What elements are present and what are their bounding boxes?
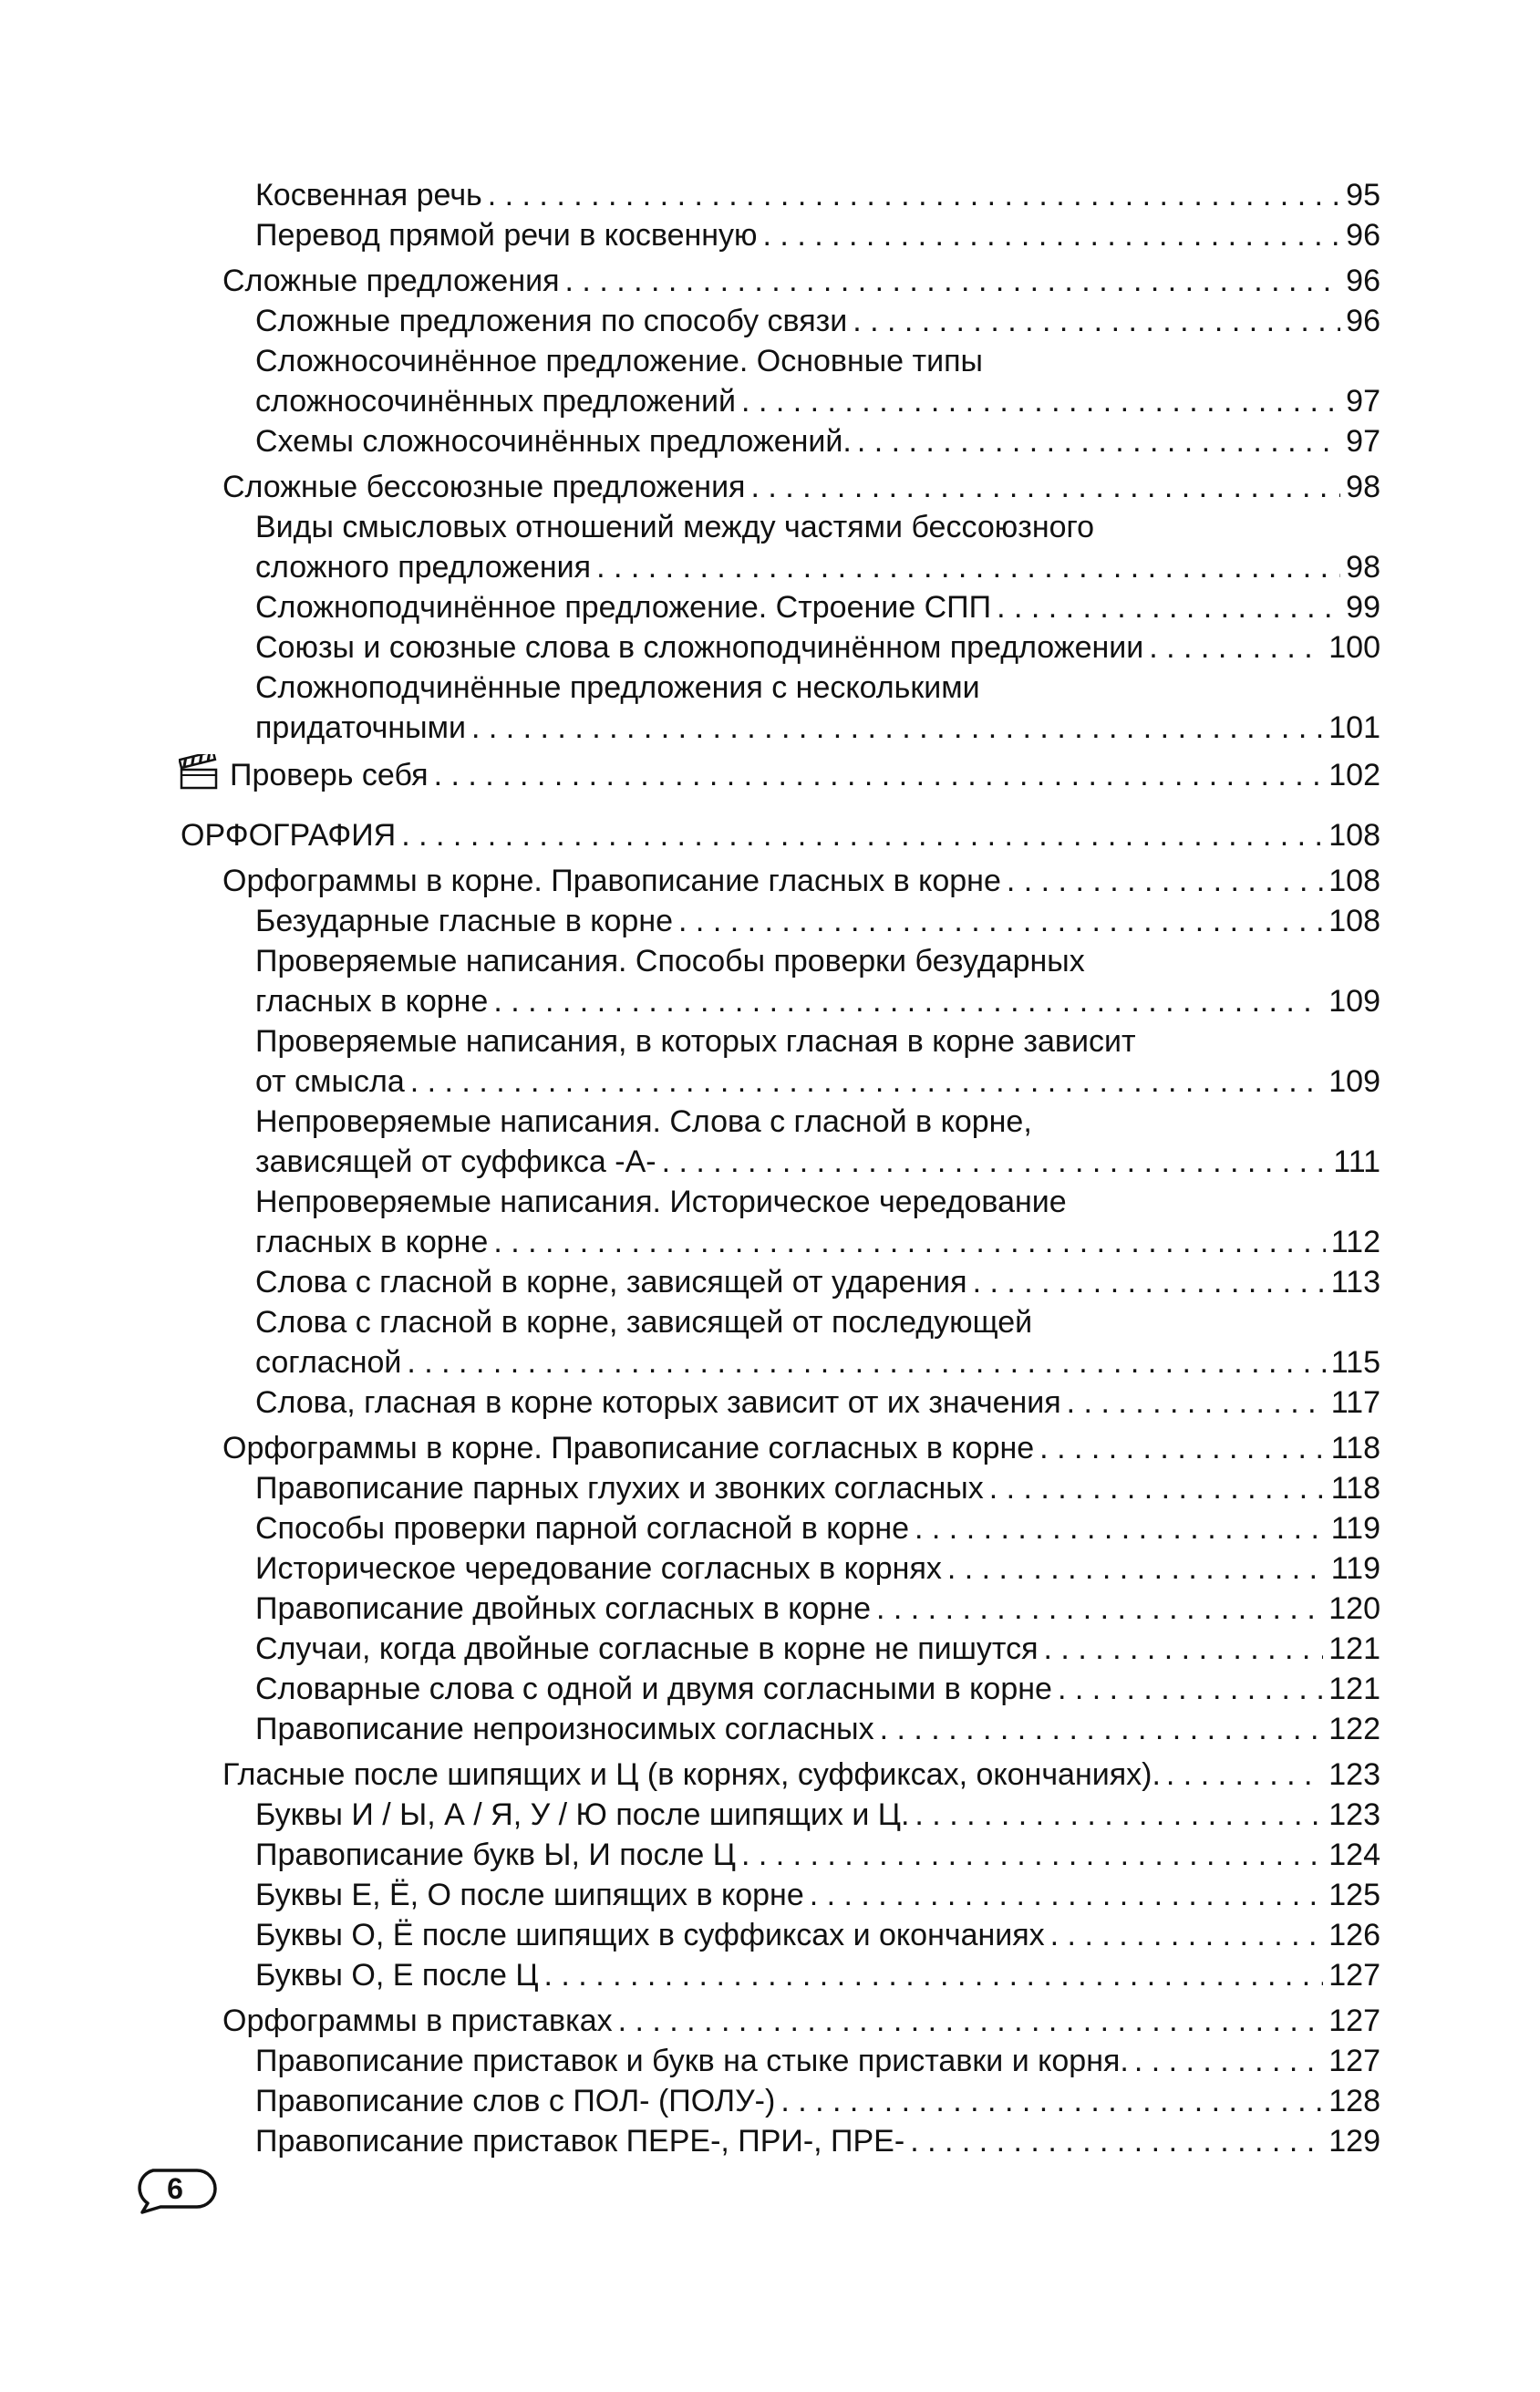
- toc-entry-title: Правописание букв Ы, И после Ц: [255, 1838, 736, 1872]
- toc-entry[interactable]: [255, 708, 1380, 748]
- dot-leader: [880, 1709, 1324, 1749]
- toc-entry[interactable]: [255, 1061, 1380, 1102]
- dot-leader: [741, 1835, 1323, 1875]
- dot-leader: [1007, 861, 1323, 901]
- toc-page-number: 111: [1333, 1144, 1380, 1179]
- toc-page-number: 108: [1328, 818, 1380, 853]
- toc-page-number: 113: [1330, 1265, 1380, 1300]
- toc-page-number: 119: [1330, 1511, 1380, 1546]
- dot-leader: [1050, 1915, 1324, 1955]
- toc-entry-title: Правописание парных глухих и звонких согласных: [255, 1471, 984, 1506]
- toc-entry[interactable]: [255, 1915, 1380, 1955]
- toc-entry-title: Правописание приставок ПЕРЕ-, ПРИ-, ПРЕ-: [255, 2124, 905, 2159]
- dot-leader: [544, 1955, 1324, 1995]
- toc-entry[interactable]: [255, 1795, 1380, 1835]
- toc-entry-title: Перевод прямой речи в косвенную: [255, 218, 758, 253]
- toc-entry-title-line: Сложносочинённое предложение. Основные типы: [255, 344, 983, 378]
- toc-entry-title: Гласные после шипящих и Ц (в корнях, суффиксах, окончаниях).: [222, 1757, 1161, 1792]
- toc-entry-title: Слова с гласной в корне, зависящей от ударения: [255, 1265, 967, 1300]
- toc-entry-title: Правописание слов с ПОЛ- (ПОЛУ-): [255, 2084, 776, 2118]
- toc-entry-title: Орфограммы в корне. Правописание гласных в корне: [222, 864, 1001, 898]
- toc-entry-title: Сложные бессоюзные предложения: [222, 470, 746, 504]
- dot-leader: [401, 815, 1323, 855]
- toc-entry-title: Словарные слова с одной и двумя согласными в корне: [255, 1672, 1052, 1706]
- toc-entry-title: зависящей от суффикса -А-: [255, 1144, 656, 1179]
- dot-leader: [997, 587, 1340, 627]
- dot-leader: [434, 755, 1324, 795]
- toc-entry[interactable]: [230, 755, 1380, 795]
- toc-entry-title: Сложноподчинённое предложение. Строение СПП: [255, 590, 992, 625]
- toc-entry-title: Буквы Е, Ё, О после шипящих в корне: [255, 1878, 804, 1912]
- toc-entry-title: Сложные предложения: [222, 264, 560, 298]
- toc-entry-title-line: Непроверяемые написания. Слова с гласной в корне,: [255, 1104, 1032, 1139]
- toc-entry-title: Сложные предложения по способу связи: [255, 304, 848, 338]
- dot-leader: [488, 175, 1340, 215]
- dot-leader: [989, 1468, 1326, 1508]
- toc-entry-title: гласных в корне: [255, 1225, 489, 1259]
- toc-entry-title: Союзы и союзные слова в сложноподчинённом предложении: [255, 630, 1144, 665]
- toc-entry-title: Случаи, когда двойные согласные в корне не пишутся: [255, 1631, 1039, 1666]
- toc-page-number: 125: [1328, 1878, 1380, 1912]
- toc-entry[interactable]: [255, 2121, 1380, 2161]
- toc-entry[interactable]: [255, 175, 1380, 215]
- dot-leader: [915, 1508, 1326, 1548]
- toc-entry[interactable]: [255, 381, 1380, 421]
- toc-entry[interactable]: [255, 1548, 1380, 1589]
- toc-entry-title-line: Сложноподчинённые предложения с несколькими: [255, 670, 980, 705]
- toc-entry-title: Косвенная речь: [255, 178, 482, 212]
- toc-entry-title: Схемы сложносочинённых предложений.: [255, 424, 852, 459]
- dot-leader: [915, 1795, 1323, 1835]
- dot-leader: [1067, 1382, 1326, 1423]
- toc-page-number: 115: [1330, 1345, 1380, 1380]
- toc-page-number: 120: [1328, 1591, 1380, 1626]
- toc-page-number: 100: [1328, 630, 1380, 665]
- toc-entry[interactable]: [255, 981, 1380, 1021]
- toc-page-number: 98: [1346, 550, 1380, 585]
- toc-entry-title: Орфограммы в приставках: [222, 2004, 613, 2038]
- dot-leader: [857, 421, 1340, 461]
- toc-entry-title: Слова, гласная в корне которых зависит от их значения: [255, 1385, 1061, 1420]
- dot-leader: [763, 215, 1341, 255]
- toc-entry[interactable]: [255, 421, 1380, 461]
- clapperboard-icon: [179, 754, 221, 791]
- toc-entry-title-line: Проверяемые написания, в которых гласная в корне зависит: [255, 1024, 1136, 1059]
- dot-leader: [1149, 627, 1323, 668]
- toc-entry-title-line: Проверяемые написания. Способы проверки безударных: [255, 944, 1085, 979]
- toc-page-number: 96: [1346, 304, 1380, 338]
- toc-page-number: 109: [1328, 984, 1380, 1019]
- toc-entry-title-line: Непроверяемые написания. Историческое чередование: [255, 1185, 1067, 1219]
- toc-entry-title-line: Виды смысловых отношений между частями бессоюзного: [255, 510, 1095, 544]
- toc-page-number: 118: [1330, 1471, 1380, 1506]
- toc-page-number: 118: [1330, 1431, 1380, 1465]
- toc-page-number: 97: [1346, 424, 1380, 459]
- toc-entry-title: Правописание непроизносимых согласных: [255, 1712, 874, 1746]
- dot-leader: [741, 381, 1340, 421]
- toc-page-number: 129: [1328, 2124, 1380, 2159]
- toc-page-number: 95: [1346, 178, 1380, 212]
- dot-leader: [493, 981, 1323, 1021]
- dot-leader: [407, 1342, 1325, 1382]
- dot-leader: [410, 1061, 1324, 1102]
- toc-entry[interactable]: [255, 301, 1380, 341]
- toc-entry-title-line: Слова с гласной в корне, зависящей от последующей: [255, 1305, 1033, 1340]
- dot-leader: [1039, 1428, 1326, 1468]
- toc-entry[interactable]: [255, 2041, 1380, 2081]
- toc-page-number: 102: [1328, 758, 1380, 792]
- toc-entry[interactable]: [255, 2081, 1380, 2121]
- toc-entry-title: Способы проверки парной согласной в корне: [255, 1511, 910, 1546]
- toc-page-number: 127: [1328, 2004, 1380, 2038]
- dot-leader: [853, 301, 1340, 341]
- dot-leader: [780, 2081, 1323, 2121]
- toc-entry[interactable]: [255, 1955, 1380, 1995]
- toc-entry-title: Орфограммы в корне. Правописание согласных в корне: [222, 1431, 1035, 1465]
- toc-entry[interactable]: [255, 1589, 1380, 1629]
- toc-page-number: 109: [1328, 1064, 1380, 1099]
- toc-entry-title: сложного предложения: [255, 550, 592, 585]
- dot-leader: [678, 901, 1323, 941]
- dot-leader: [596, 547, 1340, 587]
- toc-page-number: 121: [1328, 1672, 1380, 1706]
- dot-leader: [1166, 1755, 1323, 1795]
- toc-page-number: 101: [1328, 710, 1380, 745]
- toc-entry[interactable]: [255, 1468, 1380, 1508]
- dot-leader: [493, 1222, 1325, 1262]
- dot-leader: [1134, 2041, 1323, 2081]
- toc-entry[interactable]: [255, 215, 1380, 255]
- toc-page-number: 117: [1330, 1385, 1380, 1420]
- toc-page-number: 127: [1328, 1958, 1380, 1993]
- page-number: 6: [167, 2172, 183, 2205]
- toc-page-number: 96: [1346, 218, 1380, 253]
- toc-entry-title: придаточными: [255, 710, 466, 745]
- toc-entry-title: ОРФОГРАФИЯ: [181, 818, 397, 853]
- toc-page-number: 123: [1328, 1797, 1380, 1832]
- dot-leader: [947, 1548, 1326, 1589]
- dot-leader: [910, 2121, 1323, 2161]
- toc-entry[interactable]: [222, 1755, 1380, 1795]
- toc-entry[interactable]: [255, 1709, 1380, 1749]
- toc-page-number: 126: [1328, 1918, 1380, 1952]
- toc-page-number: 128: [1328, 2084, 1380, 2118]
- toc-page-number: 108: [1328, 904, 1380, 938]
- toc-page-number: 108: [1328, 864, 1380, 898]
- dot-leader: [810, 1875, 1324, 1915]
- toc-entry-title: от смысла: [255, 1064, 405, 1099]
- toc-page-number: 121: [1328, 1631, 1380, 1666]
- toc-page-number: 99: [1346, 590, 1380, 625]
- toc-page-number: 96: [1346, 264, 1380, 298]
- toc-entry[interactable]: [255, 1835, 1380, 1875]
- toc-entry[interactable]: [222, 2001, 1380, 2041]
- toc-entry[interactable]: [255, 627, 1380, 668]
- toc-entry-title: сложносочинённых предложений: [255, 384, 737, 419]
- toc-entry-title: Буквы О, Ё после шипящих в суффиксах и окончаниях: [255, 1918, 1045, 1952]
- toc-entry[interactable]: [255, 587, 1380, 627]
- toc-page-number: 97: [1346, 384, 1380, 419]
- toc-page-number: 98: [1346, 470, 1380, 504]
- toc-entry[interactable]: [222, 861, 1380, 901]
- toc-entry-title: Проверь себя: [230, 758, 429, 792]
- toc-entry-title: Историческое чередование согласных в корнях: [255, 1551, 942, 1586]
- toc-entry[interactable]: [255, 1142, 1380, 1182]
- dot-leader: [565, 261, 1341, 301]
- dot-leader: [1058, 1669, 1323, 1709]
- toc-entry[interactable]: [255, 1262, 1380, 1302]
- toc-entry-title: Правописание двойных согласных в корне: [255, 1591, 871, 1626]
- toc-entry[interactable]: [255, 1875, 1380, 1915]
- toc-page-number: 124: [1328, 1838, 1380, 1872]
- toc-entry[interactable]: [255, 547, 1380, 587]
- toc-entry[interactable]: [222, 467, 1380, 507]
- toc-entry-title: Безударные гласные в корне: [255, 904, 674, 938]
- toc-entry-title: Буквы И / Ы, А / Я, У / Ю после шипящих и Ц.: [255, 1797, 910, 1832]
- toc-page-number: 123: [1328, 1757, 1380, 1792]
- dot-leader: [973, 1262, 1326, 1302]
- toc-page-number: 112: [1330, 1225, 1380, 1259]
- dot-leader: [471, 708, 1323, 748]
- toc-entry[interactable]: [255, 1342, 1380, 1382]
- toc-page-number: 119: [1330, 1551, 1380, 1586]
- toc-entry[interactable]: [255, 1629, 1380, 1669]
- toc-entry[interactable]: [255, 1382, 1380, 1423]
- toc-entry[interactable]: [181, 815, 1380, 855]
- toc-entry[interactable]: [255, 901, 1380, 941]
- toc-entry-title: Правописание приставок и букв на стыке приставки и корня.: [255, 2044, 1129, 2078]
- toc-entry-title: согласной: [255, 1345, 402, 1380]
- toc-entry-title: Буквы О, Е после Ц: [255, 1958, 539, 1993]
- toc-entry[interactable]: [222, 261, 1380, 301]
- dot-leader: [750, 467, 1340, 507]
- dot-leader: [1044, 1629, 1324, 1669]
- toc-entry-title: гласных в корне: [255, 984, 489, 1019]
- toc-entry[interactable]: [255, 1669, 1380, 1709]
- toc-entry[interactable]: [222, 1428, 1380, 1468]
- dot-leader: [618, 2001, 1324, 2041]
- toc-entry[interactable]: [255, 1222, 1380, 1262]
- toc-page-number: 122: [1328, 1712, 1380, 1746]
- toc-page-number: 127: [1328, 2044, 1380, 2078]
- toc-entry[interactable]: [255, 1508, 1380, 1548]
- dot-leader: [876, 1589, 1323, 1629]
- dot-leader: [662, 1142, 1328, 1182]
